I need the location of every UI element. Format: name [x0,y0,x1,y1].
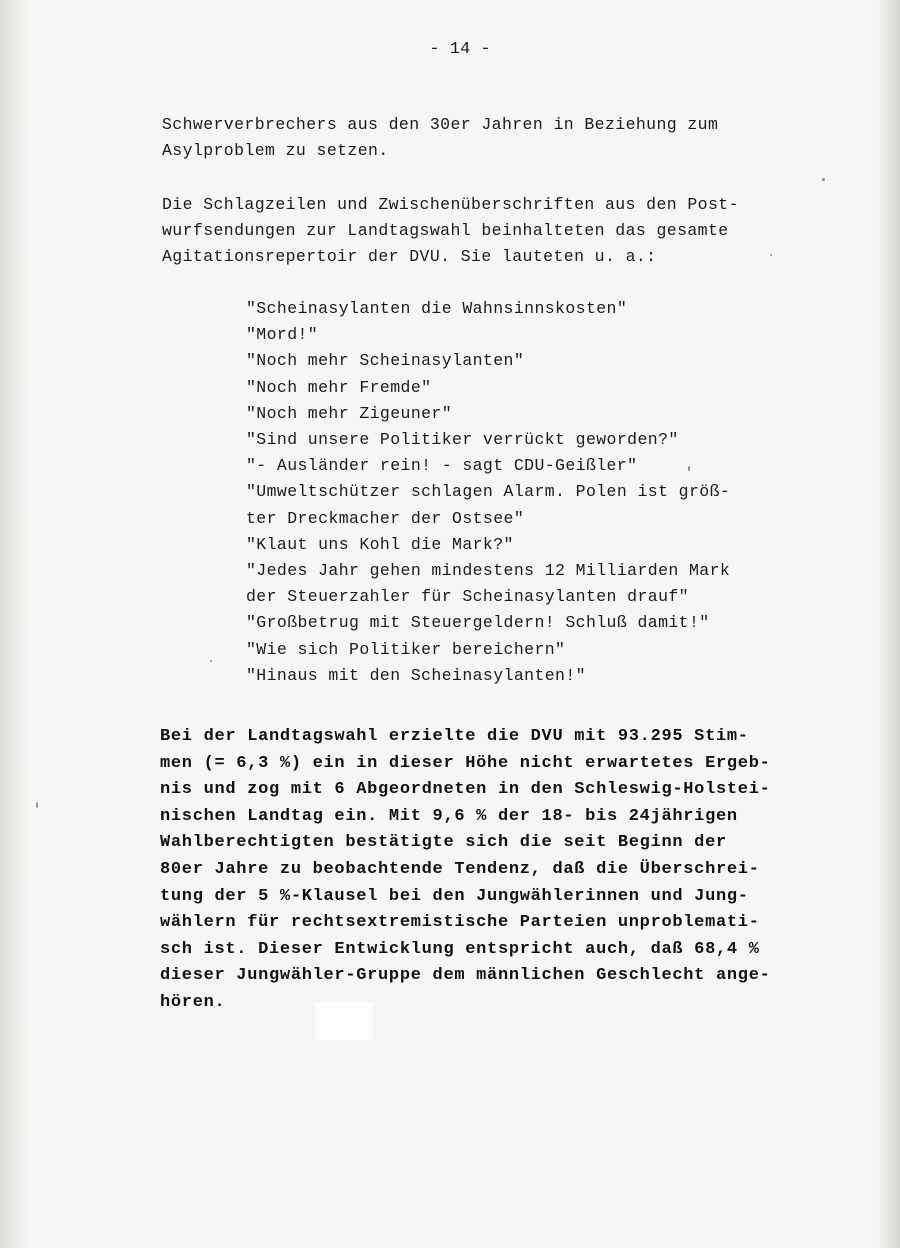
headline-quote [246,322,786,348]
quote-line: "Noch mehr Scheinasylanten" [246,351,525,371]
quote-line: ter Dreckmacher der Ostsee" [246,508,525,528]
headline-quote [246,637,786,663]
quote-line: "Mord!" [246,325,319,345]
headline-quote [246,401,786,427]
text-line: wählern für rechtsextremistische Parteien unproblemati- [160,913,760,933]
headline-quote [246,663,786,689]
quote-line: "- Ausländer rein! - sagt CDU-Geißler" [246,456,638,476]
paragraph-intro [162,112,782,164]
text-line: nis und zog mit 6 Abgeordneten in den Schleswig-Holstei- [160,780,771,800]
text-line: Schwerverbrechers aus den 30er Jahren in Beziehung zum [162,115,719,134]
scan-speck [210,660,212,662]
quote-line: "Wie sich Politiker bereichern" [246,639,566,659]
quote-line: "Hinaus mit den Scheinasylanten!" [246,665,586,685]
text-line: wurfsendungen zur Landtagswahl beinhalteten das gesamte [162,221,729,240]
quote-line: "Noch mehr Fremde" [246,377,432,397]
headline-quote [246,453,786,479]
text-line: Agitationsrepertoir der DVU. Sie lauteten u. a.: [162,247,657,266]
headline-quote [246,375,786,401]
text-line: 80er Jahre zu beobachtende Tendenz, daß die Überschrei- [160,859,760,879]
quote-line: "Jedes Jahr gehen mindestens 12 Milliarden Mark [246,561,731,581]
scan-speck [36,802,38,808]
text-line: Asylproblem zu setzen. [162,141,389,160]
headline-quote [246,479,786,531]
text-line: tung der 5 %-Klausel bei den Jungwählerinnen und Jung- [160,886,749,906]
headline-quote [246,558,786,610]
quote-line: "Großbetrug mit Steuergeldern! Schluß damit!" [246,613,710,633]
text-line: hören. [160,992,226,1012]
text-line: nischen Landtag ein. Mit 9,6 % der 18- bis 24jährigen [160,806,738,826]
headline-quote [246,296,786,322]
headline-quote-list [246,296,786,689]
paragraph-headlines-intro [162,192,782,270]
paragraph-election-result [160,724,780,1017]
paper-correction-patch [315,1002,373,1040]
text-line: Die Schlagzeilen und Zwischenüberschriften aus den Post- [162,195,739,214]
quote-line: "Scheinasylanten die Wahnsinnskosten" [246,299,628,318]
text-line: dieser Jungwähler-Gruppe dem männlichen Geschlecht ange- [160,966,771,986]
scan-speck [822,178,825,181]
quote-line: der Steuerzahler für Scheinasylanten drauf" [246,587,689,607]
text-line: sch ist. Dieser Entwicklung entspricht auch, daß 68,4 % [160,939,760,959]
quote-line: "Sind unsere Politiker verrückt geworden?" [246,430,679,450]
page-number: - 14 - [429,40,491,59]
headline-quote [246,532,786,558]
scan-speck [770,254,772,256]
scan-speck [688,466,690,471]
headline-quote [246,427,786,453]
quote-line: "Noch mehr Zigeuner" [246,403,453,423]
quote-line: "Klaut uns Kohl die Mark?" [246,534,514,554]
quote-line: "Umweltschützer schlagen Alarm. Polen ist größ- [246,482,731,502]
text-line: men (= 6,3 %) ein in dieser Höhe nicht erwartetes Ergeb- [160,753,771,773]
text-line: Bei der Landtagswahl erzielte die DVU mit 93.295 Stim- [160,727,749,746]
headline-quote [246,610,786,636]
text-line: Wahlberechtigten bestätigte sich die seit Beginn der [160,833,727,853]
headline-quote [246,348,786,374]
